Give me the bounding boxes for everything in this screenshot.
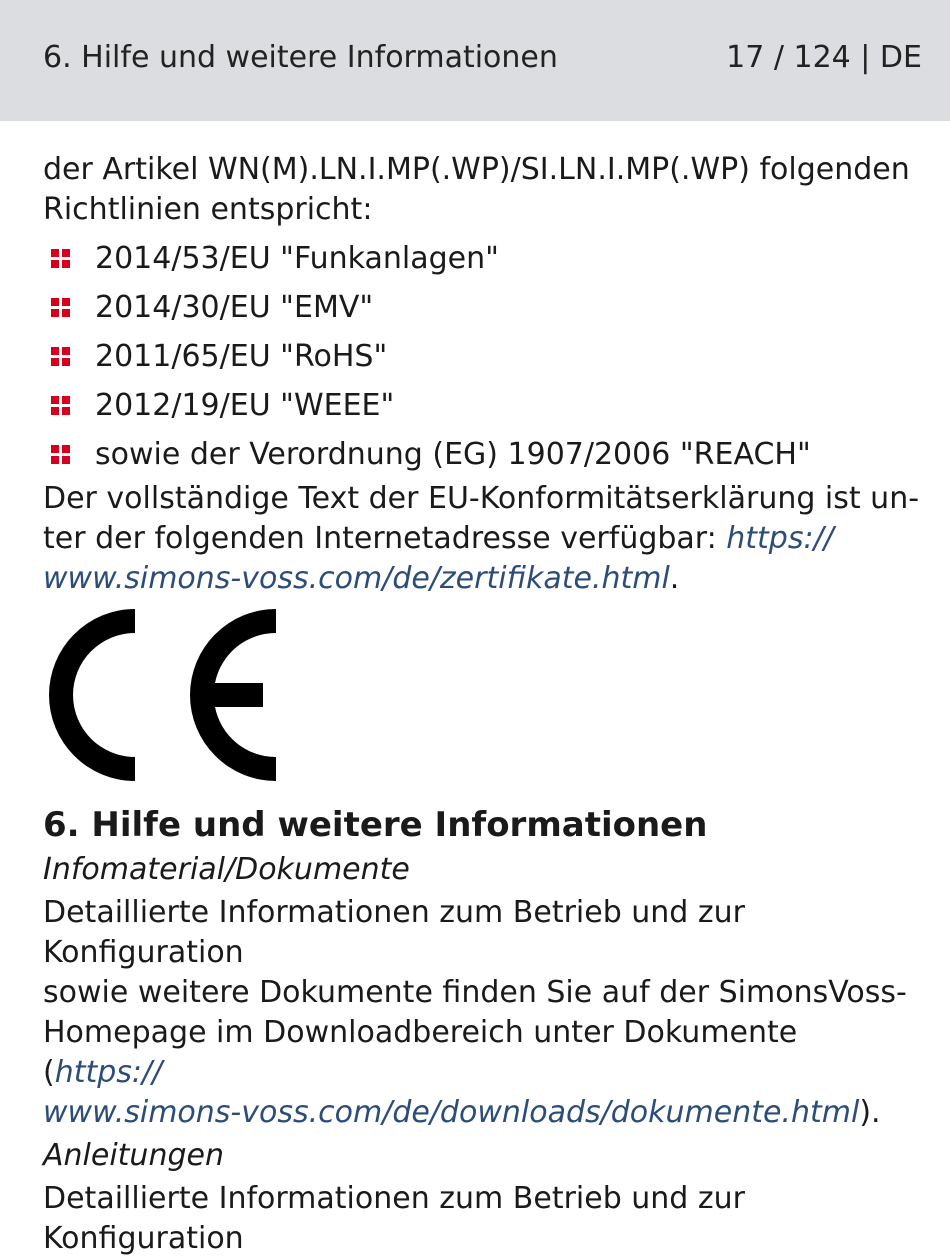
declaration-suffix: . bbox=[669, 561, 680, 596]
list-item bbox=[43, 283, 923, 332]
declaration-line-1: Der vollständige Text der EU-Konformitätserklärung ist un- bbox=[43, 481, 920, 516]
info-suffix: ). bbox=[859, 1095, 881, 1130]
info-paragraph bbox=[43, 893, 923, 1133]
directive-list bbox=[43, 234, 923, 479]
documents-link-part-1[interactable]: https:// bbox=[54, 1055, 163, 1090]
info-line-2: sowie weitere Dokumente finden Sie auf der SimonsVoss- bbox=[43, 975, 907, 1010]
directive-text: sowie der Verordnung (EG) 1907/2006 "REACH" bbox=[95, 437, 811, 472]
directive-text: 2014/30/EU "EMV" bbox=[95, 290, 374, 325]
document-content bbox=[43, 150, 923, 1259]
instructions-line-1: Detaillierte Informationen zum Betrieb und zur Konfiguration bbox=[43, 1181, 745, 1256]
documents-link[interactable] bbox=[43, 1055, 859, 1130]
header-page-info: 17 / 124 | DE bbox=[726, 40, 922, 75]
intro-text: der Artikel WN(M).LN.I.MP(.WP)/SI.LN.I.MP(.WP) folgenden Richtlinien entspricht: bbox=[43, 152, 910, 227]
subheading-anleitungen: Anleitungen bbox=[43, 1138, 224, 1173]
red-square-bullet-icon bbox=[51, 445, 71, 465]
directive-text: 2011/65/EU "RoHS" bbox=[95, 339, 388, 374]
red-square-bullet-icon bbox=[51, 249, 71, 269]
page-header bbox=[0, 0, 950, 121]
info-line-3: Homepage im Downloadbereich unter Dokumente ( bbox=[43, 1015, 798, 1090]
info-line-1: Detaillierte Informationen zum Betrieb und zur Konfiguration bbox=[43, 895, 745, 970]
declaration-line-2: ter der folgenden Internetadresse verfügbar: bbox=[43, 521, 727, 556]
list-item bbox=[43, 234, 923, 283]
subheading-infomaterial: Infomaterial/Dokumente bbox=[43, 852, 410, 887]
directive-text: 2012/19/EU "WEEE" bbox=[95, 388, 395, 423]
red-square-bullet-icon bbox=[51, 298, 71, 318]
directive-text: 2014/53/EU "Funkanlagen" bbox=[95, 241, 499, 276]
ce-mark-icon bbox=[43, 609, 283, 781]
section-heading: 6. Hilfe und weitere Informationen bbox=[43, 805, 708, 845]
list-item bbox=[43, 332, 923, 381]
list-item bbox=[43, 430, 923, 479]
documents-link-part-2[interactable]: www.simons-voss.com/de/downloads/dokumente.html bbox=[43, 1095, 860, 1130]
red-square-bullet-icon bbox=[51, 347, 71, 367]
certificates-link-part-1[interactable]: https:// bbox=[726, 521, 834, 556]
red-square-bullet-icon bbox=[51, 396, 71, 416]
declaration-paragraph bbox=[43, 479, 923, 599]
certificates-link-part-2[interactable]: www.simons-voss.com/de/zertifikate.html bbox=[43, 561, 670, 596]
list-item bbox=[43, 381, 923, 430]
header-section-title: 6. Hilfe und weitere Informationen bbox=[43, 40, 558, 75]
